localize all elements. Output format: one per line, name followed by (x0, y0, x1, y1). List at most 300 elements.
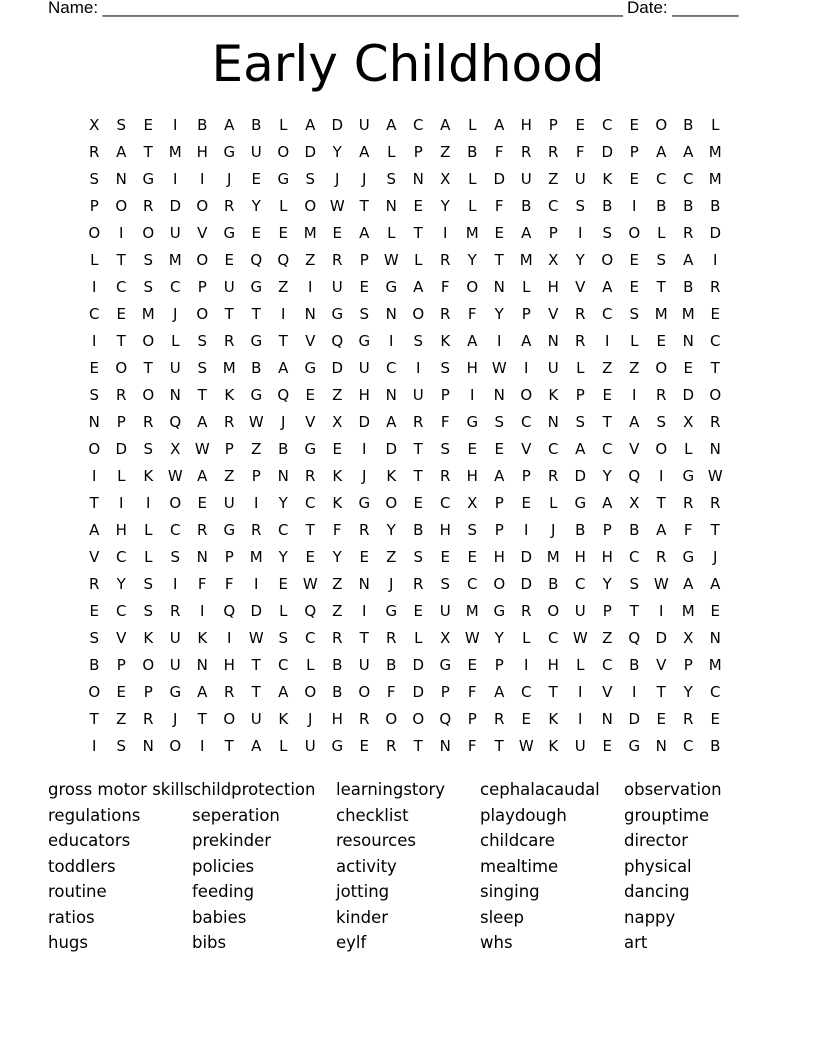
grid-letter[interactable]: O (385, 710, 398, 728)
grid-letter[interactable]: U (169, 656, 182, 674)
grid-letter[interactable]: I (659, 467, 664, 485)
grid-letter[interactable]: E (197, 494, 208, 512)
grid-letter[interactable]: E (440, 548, 451, 566)
grid-letter[interactable]: A (359, 143, 370, 161)
grid-letter[interactable]: A (656, 143, 667, 161)
grid-letter[interactable]: Z (602, 359, 613, 377)
grid-letter[interactable]: L (414, 629, 423, 647)
grid-letter[interactable]: W (707, 467, 724, 485)
grid-letter[interactable]: M (681, 602, 696, 620)
grid-letter[interactable]: H (547, 278, 560, 296)
grid-letter[interactable]: R (656, 386, 667, 404)
grid-letter[interactable]: T (710, 359, 721, 377)
grid-letter[interactable]: B (683, 278, 694, 296)
grid-letter[interactable]: G (682, 467, 695, 485)
grid-letter[interactable]: X (440, 629, 451, 647)
grid-letter[interactable]: R (224, 413, 235, 431)
grid-letter[interactable]: E (413, 197, 424, 215)
grid-letter[interactable]: O (304, 683, 317, 701)
grid-letter[interactable]: C (602, 656, 613, 674)
grid-letter[interactable]: K (143, 467, 154, 485)
grid-letter[interactable]: H (520, 116, 533, 134)
grid-letter[interactable]: G (358, 494, 371, 512)
grid-letter[interactable]: K (197, 629, 208, 647)
grid-letter[interactable]: I (578, 683, 583, 701)
grid-letter[interactable]: C (116, 548, 127, 566)
grid-letter[interactable]: F (575, 143, 586, 161)
grid-letter[interactable]: A (197, 467, 208, 485)
grid-letter[interactable]: M (465, 224, 480, 242)
grid-letter[interactable]: E (224, 251, 235, 269)
grid-letter[interactable]: O (466, 278, 479, 296)
grid-letter[interactable]: S (494, 413, 505, 431)
grid-letter[interactable]: L (468, 197, 477, 215)
grid-letter[interactable]: R (710, 278, 721, 296)
grid-letter[interactable]: D (601, 143, 614, 161)
grid-letter[interactable]: S (629, 575, 640, 593)
grid-letter[interactable]: F (467, 305, 478, 323)
grid-letter[interactable]: E (494, 440, 505, 458)
grid-letter[interactable]: F (197, 575, 208, 593)
grid-letter[interactable]: O (88, 440, 101, 458)
grid-letter[interactable]: R (170, 602, 181, 620)
grid-letter[interactable]: R (359, 521, 370, 539)
grid-letter[interactable]: H (358, 386, 371, 404)
grid-letter[interactable]: N (412, 170, 425, 188)
grid-letter[interactable]: L (576, 656, 585, 674)
grid-letter[interactable]: G (277, 170, 290, 188)
grid-letter[interactable]: W (518, 737, 535, 755)
grid-letter[interactable]: B (602, 197, 613, 215)
grid-letter[interactable]: H (547, 656, 560, 674)
grid-letter[interactable]: C (656, 170, 667, 188)
grid-letter[interactable]: Q (277, 386, 290, 404)
grid-letter[interactable]: P (89, 197, 100, 215)
grid-letter[interactable]: E (305, 548, 316, 566)
grid-letter[interactable]: T (548, 683, 559, 701)
grid-letter[interactable]: U (574, 170, 587, 188)
grid-letter[interactable]: I (632, 683, 637, 701)
grid-letter[interactable]: P (143, 683, 154, 701)
grid-letter[interactable]: M (249, 548, 264, 566)
grid-letter[interactable]: T (197, 710, 208, 728)
grid-letter[interactable]: K (143, 629, 154, 647)
grid-letter[interactable]: R (143, 413, 154, 431)
grid-letter[interactable]: S (656, 413, 667, 431)
grid-letter[interactable]: B (89, 656, 100, 674)
grid-letter[interactable]: I (146, 494, 151, 512)
grid-letter[interactable]: L (468, 116, 477, 134)
grid-letter[interactable]: E (629, 251, 640, 269)
grid-letter[interactable]: E (278, 224, 289, 242)
grid-letter[interactable]: A (278, 683, 289, 701)
grid-letter[interactable]: W (248, 629, 265, 647)
grid-letter[interactable]: Y (683, 683, 694, 701)
grid-letter[interactable]: O (358, 683, 371, 701)
grid-letter[interactable]: L (279, 197, 288, 215)
grid-letter[interactable]: S (440, 440, 451, 458)
grid-letter[interactable]: E (710, 602, 721, 620)
grid-letter[interactable]: D (304, 143, 317, 161)
grid-letter[interactable]: R (224, 332, 235, 350)
grid-letter[interactable]: E (278, 575, 289, 593)
grid-letter[interactable]: H (493, 548, 506, 566)
grid-letter[interactable]: W (464, 629, 481, 647)
grid-letter[interactable]: D (412, 656, 425, 674)
grid-letter[interactable]: P (224, 548, 235, 566)
grid-letter[interactable]: S (116, 116, 127, 134)
grid-letter[interactable]: S (143, 575, 154, 593)
grid-letter[interactable]: C (710, 683, 721, 701)
grid-letter[interactable]: R (710, 494, 721, 512)
grid-letter[interactable]: F (224, 575, 235, 593)
grid-letter[interactable]: E (521, 494, 532, 512)
grid-letter[interactable]: P (521, 305, 532, 323)
grid-letter[interactable]: T (197, 386, 208, 404)
grid-letter[interactable]: I (173, 170, 178, 188)
grid-letter[interactable]: S (602, 224, 613, 242)
grid-letter[interactable]: O (655, 440, 668, 458)
grid-letter[interactable]: K (602, 170, 613, 188)
grid-letter[interactable]: C (305, 494, 316, 512)
grid-letter[interactable]: T (602, 413, 613, 431)
grid-letter[interactable]: K (332, 467, 343, 485)
grid-letter[interactable]: C (683, 170, 694, 188)
grid-letter[interactable]: W (491, 359, 508, 377)
grid-letter[interactable]: J (281, 413, 286, 431)
grid-letter[interactable]: T (251, 305, 262, 323)
grid-letter[interactable]: L (684, 440, 693, 458)
grid-letter[interactable]: G (223, 224, 236, 242)
grid-letter[interactable]: E (89, 359, 100, 377)
grid-letter[interactable]: U (304, 737, 317, 755)
grid-letter[interactable]: O (169, 737, 182, 755)
grid-letter[interactable]: J (551, 521, 556, 539)
grid-letter[interactable]: R (683, 710, 694, 728)
grid-letter[interactable]: N (142, 737, 155, 755)
grid-letter[interactable]: C (602, 116, 613, 134)
grid-letter[interactable]: H (574, 548, 587, 566)
grid-letter[interactable]: U (169, 629, 182, 647)
grid-letter[interactable]: T (710, 521, 721, 539)
grid-letter[interactable]: L (144, 548, 153, 566)
grid-letter[interactable]: M (465, 602, 480, 620)
grid-letter[interactable]: L (387, 143, 396, 161)
grid-letter[interactable]: G (142, 170, 155, 188)
grid-letter[interactable]: P (413, 143, 424, 161)
grid-letter[interactable]: T (251, 683, 262, 701)
grid-letter[interactable]: D (331, 359, 344, 377)
grid-letter[interactable]: N (709, 440, 722, 458)
grid-letter[interactable]: C (602, 440, 613, 458)
grid-letter[interactable]: C (170, 278, 181, 296)
grid-letter[interactable]: Y (332, 143, 343, 161)
grid-letter[interactable]: A (710, 575, 721, 593)
grid-letter[interactable]: R (143, 710, 154, 728)
grid-letter[interactable]: T (305, 521, 316, 539)
grid-letter[interactable]: O (142, 332, 155, 350)
grid-letter[interactable]: H (115, 521, 128, 539)
grid-letter[interactable]: U (331, 278, 344, 296)
grid-letter[interactable]: I (524, 359, 529, 377)
grid-letter[interactable]: N (277, 467, 290, 485)
grid-letter[interactable]: F (467, 737, 478, 755)
grid-letter[interactable]: K (548, 386, 559, 404)
grid-letter[interactable]: L (144, 521, 153, 539)
grid-letter[interactable]: L (90, 251, 99, 269)
grid-letter[interactable]: T (656, 494, 667, 512)
grid-letter[interactable]: V (548, 305, 559, 323)
grid-letter[interactable]: W (248, 413, 265, 431)
grid-letter[interactable]: I (659, 602, 664, 620)
grid-letter[interactable]: D (682, 386, 695, 404)
grid-letter[interactable]: E (413, 602, 424, 620)
grid-letter[interactable]: U (358, 116, 371, 134)
grid-letter[interactable]: B (683, 116, 694, 134)
grid-letter[interactable]: I (578, 224, 583, 242)
grid-letter[interactable]: G (250, 332, 263, 350)
grid-letter[interactable]: S (143, 251, 154, 269)
grid-letter[interactable]: E (602, 386, 613, 404)
grid-letter[interactable]: N (709, 629, 722, 647)
grid-letter[interactable]: U (358, 359, 371, 377)
grid-letter[interactable]: C (548, 197, 559, 215)
grid-letter[interactable]: Y (278, 548, 289, 566)
grid-letter[interactable]: A (386, 116, 397, 134)
grid-letter[interactable]: A (683, 575, 694, 593)
grid-letter[interactable]: A (521, 332, 532, 350)
grid-letter[interactable]: Y (575, 251, 586, 269)
grid-letter[interactable]: E (494, 224, 505, 242)
grid-letter[interactable]: F (440, 278, 451, 296)
grid-letter[interactable]: R (197, 521, 208, 539)
grid-letter[interactable]: W (572, 629, 589, 647)
grid-letter[interactable]: B (386, 656, 397, 674)
grid-letter[interactable]: F (494, 143, 505, 161)
grid-letter[interactable]: I (524, 521, 529, 539)
grid-letter[interactable]: I (92, 278, 97, 296)
grid-letter[interactable]: U (574, 602, 587, 620)
grid-letter[interactable]: R (575, 305, 586, 323)
grid-letter[interactable]: I (281, 305, 286, 323)
grid-letter[interactable]: P (467, 710, 478, 728)
grid-letter[interactable]: S (89, 386, 100, 404)
grid-letter[interactable]: A (494, 683, 505, 701)
grid-letter[interactable]: O (169, 494, 182, 512)
grid-letter[interactable]: R (548, 467, 559, 485)
grid-letter[interactable]: Z (116, 710, 127, 728)
grid-letter[interactable]: N (169, 386, 182, 404)
grid-letter[interactable]: U (250, 710, 263, 728)
grid-letter[interactable]: A (413, 278, 424, 296)
grid-letter[interactable]: A (683, 143, 694, 161)
grid-letter[interactable]: I (254, 575, 259, 593)
grid-letter[interactable]: P (116, 656, 127, 674)
grid-letter[interactable]: E (305, 386, 316, 404)
grid-letter[interactable]: I (524, 656, 529, 674)
grid-letter[interactable]: G (304, 440, 317, 458)
grid-letter[interactable]: H (331, 710, 344, 728)
grid-letter[interactable]: A (224, 116, 235, 134)
grid-letter[interactable]: B (251, 116, 262, 134)
grid-letter[interactable]: M (681, 305, 696, 323)
grid-letter[interactable]: U (169, 224, 182, 242)
grid-letter[interactable]: F (386, 683, 397, 701)
grid-letter[interactable]: A (575, 440, 586, 458)
grid-letter[interactable]: Z (386, 548, 397, 566)
grid-letter[interactable]: T (413, 737, 424, 755)
grid-letter[interactable]: I (578, 710, 583, 728)
grid-letter[interactable]: S (197, 332, 208, 350)
grid-letter[interactable]: S (575, 413, 586, 431)
grid-letter[interactable]: L (549, 494, 558, 512)
grid-letter[interactable]: S (413, 548, 424, 566)
grid-letter[interactable]: B (548, 575, 559, 593)
grid-letter[interactable]: S (440, 359, 451, 377)
grid-letter[interactable]: Q (628, 629, 641, 647)
grid-letter[interactable]: E (413, 494, 424, 512)
grid-letter[interactable]: U (439, 602, 452, 620)
grid-letter[interactable]: X (629, 494, 640, 512)
grid-letter[interactable]: Z (305, 251, 316, 269)
grid-letter[interactable]: N (385, 305, 398, 323)
grid-letter[interactable]: F (494, 197, 505, 215)
grid-letter[interactable]: Z (224, 467, 235, 485)
grid-letter[interactable]: L (279, 602, 288, 620)
grid-letter[interactable]: N (358, 575, 371, 593)
grid-letter[interactable]: N (601, 710, 614, 728)
grid-letter[interactable]: E (359, 737, 370, 755)
grid-letter[interactable]: D (574, 467, 587, 485)
grid-letter[interactable]: L (522, 629, 531, 647)
grid-letter[interactable]: B (332, 656, 343, 674)
grid-letter[interactable]: I (173, 575, 178, 593)
grid-letter[interactable]: O (223, 710, 236, 728)
grid-letter[interactable]: S (359, 305, 370, 323)
grid-letter[interactable]: Y (494, 629, 505, 647)
grid-letter[interactable]: F (467, 683, 478, 701)
grid-letter[interactable]: I (362, 440, 367, 458)
grid-letter[interactable]: I (200, 170, 205, 188)
grid-letter[interactable]: D (493, 170, 506, 188)
grid-letter[interactable]: M (654, 305, 669, 323)
grid-letter[interactable]: O (520, 386, 533, 404)
grid-letter[interactable]: L (306, 656, 315, 674)
grid-letter[interactable]: T (116, 332, 127, 350)
grid-letter[interactable]: O (547, 602, 560, 620)
grid-letter[interactable]: D (169, 197, 182, 215)
grid-letter[interactable]: P (440, 386, 451, 404)
grid-letter[interactable]: S (440, 575, 451, 593)
grid-letter[interactable]: N (439, 737, 452, 755)
grid-letter[interactable]: R (386, 629, 397, 647)
grid-letter[interactable]: U (547, 359, 560, 377)
grid-letter[interactable]: G (304, 359, 317, 377)
grid-letter[interactable]: U (223, 278, 236, 296)
grid-letter[interactable]: N (196, 656, 209, 674)
grid-letter[interactable]: E (251, 170, 262, 188)
grid-letter[interactable]: Y (440, 197, 451, 215)
grid-letter[interactable]: V (305, 413, 316, 431)
grid-letter[interactable]: R (332, 629, 343, 647)
grid-letter[interactable]: O (628, 224, 641, 242)
grid-letter[interactable]: E (602, 737, 613, 755)
grid-letter[interactable]: Z (629, 359, 640, 377)
grid-letter[interactable]: O (304, 197, 317, 215)
grid-letter[interactable]: J (308, 710, 313, 728)
grid-letter[interactable]: I (443, 224, 448, 242)
grid-letter[interactable]: I (173, 116, 178, 134)
grid-letter[interactable]: A (197, 683, 208, 701)
grid-letter[interactable]: M (168, 143, 183, 161)
grid-letter[interactable]: G (223, 521, 236, 539)
grid-letter[interactable]: S (656, 251, 667, 269)
grid-letter[interactable]: R (521, 143, 532, 161)
grid-letter[interactable]: E (332, 440, 343, 458)
grid-letter[interactable]: Z (440, 143, 451, 161)
grid-letter[interactable]: C (116, 278, 127, 296)
grid-letter[interactable]: M (519, 251, 534, 269)
grid-letter[interactable]: I (119, 494, 124, 512)
grid-letter[interactable]: S (467, 521, 478, 539)
grid-letter[interactable]: E (710, 710, 721, 728)
grid-letter[interactable]: A (197, 413, 208, 431)
grid-letter[interactable]: X (332, 413, 343, 431)
grid-letter[interactable]: O (115, 359, 128, 377)
grid-letter[interactable]: A (602, 494, 613, 512)
grid-letter[interactable]: P (494, 521, 505, 539)
grid-letter[interactable]: G (358, 332, 371, 350)
grid-letter[interactable]: E (467, 656, 478, 674)
grid-letter[interactable]: S (143, 278, 154, 296)
grid-letter[interactable]: E (629, 278, 640, 296)
grid-letter[interactable]: Q (439, 710, 452, 728)
grid-letter[interactable]: N (88, 413, 101, 431)
grid-letter[interactable]: O (196, 197, 209, 215)
grid-letter[interactable]: E (467, 548, 478, 566)
grid-letter[interactable]: P (548, 116, 559, 134)
grid-letter[interactable]: P (116, 413, 127, 431)
grid-letter[interactable]: J (173, 305, 178, 323)
grid-letter[interactable]: O (196, 251, 209, 269)
grid-letter[interactable]: A (656, 521, 667, 539)
grid-letter[interactable]: T (656, 278, 667, 296)
grid-letter[interactable]: A (494, 116, 505, 134)
grid-letter[interactable]: E (359, 548, 370, 566)
grid-letter[interactable]: W (383, 251, 400, 269)
grid-letter[interactable]: X (683, 629, 694, 647)
grid-letter[interactable]: O (142, 656, 155, 674)
grid-letter[interactable]: Z (332, 575, 343, 593)
grid-letter[interactable]: K (224, 386, 235, 404)
grid-letter[interactable]: W (194, 440, 211, 458)
grid-letter[interactable]: J (362, 170, 367, 188)
grid-letter[interactable]: S (143, 602, 154, 620)
grid-letter[interactable]: U (250, 143, 263, 161)
grid-letter[interactable]: N (304, 305, 317, 323)
grid-letter[interactable]: D (115, 440, 128, 458)
grid-letter[interactable]: R (683, 494, 694, 512)
grid-letter[interactable]: T (359, 629, 370, 647)
grid-letter[interactable]: B (251, 359, 262, 377)
grid-letter[interactable]: G (628, 737, 641, 755)
grid-letter[interactable]: V (89, 548, 100, 566)
grid-letter[interactable]: E (656, 710, 667, 728)
grid-letter[interactable]: N (655, 737, 668, 755)
grid-letter[interactable]: W (653, 575, 670, 593)
grid-letter[interactable]: P (440, 683, 451, 701)
grid-letter[interactable]: A (305, 116, 316, 134)
